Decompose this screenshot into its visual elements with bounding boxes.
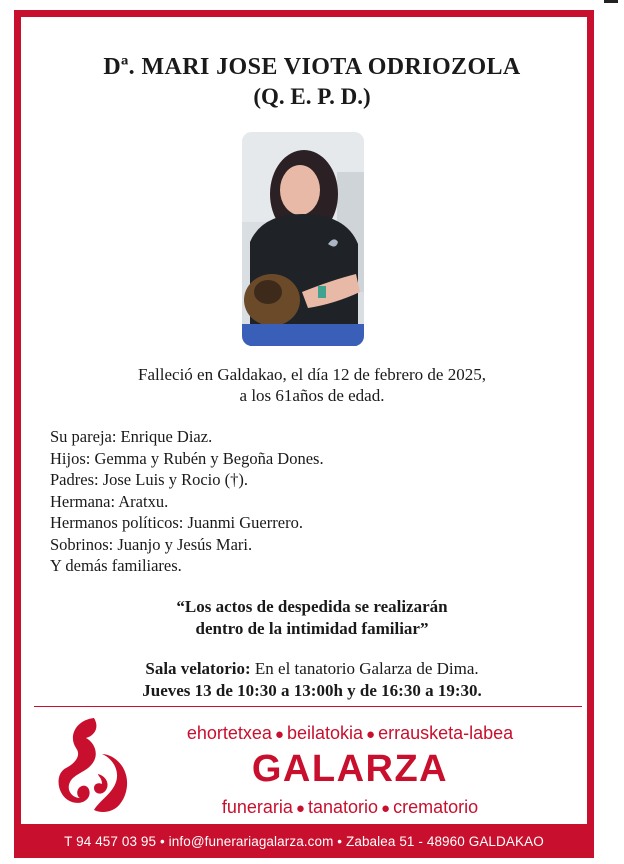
section-divider [34, 706, 582, 707]
wake-location [0, 658, 624, 680]
service-label: tanatorio [307, 797, 379, 817]
relative-line: Hijos: Gemma y Rubén y Begoña Dones. [50, 448, 324, 468]
quote-line: “Los actos de despedida se realizarán [176, 597, 448, 616]
galarza-logo-icon [54, 714, 134, 818]
farewell-quote [0, 596, 624, 640]
portrait-photo [242, 132, 364, 346]
relative-line: Padres: Jose Luis y Rocio (†). [50, 470, 248, 489]
service-label: ehortetxea [186, 723, 272, 743]
rip-abbreviation: (Q. E. P. D.) [253, 84, 371, 109]
death-date-line: Falleció en Galdakao, el día 12 de febrero de 2025, [138, 365, 486, 384]
quote-line: dentro de la intimidad familiar” [195, 619, 429, 638]
contact-footer [14, 824, 594, 858]
scan-mark [604, 0, 618, 3]
death-announcement [0, 364, 624, 406]
relatives-list [50, 426, 324, 577]
wake-schedule-text: Jueves 13 de 10:30 a 13:00h y de 16:30 a 19:30. [142, 681, 482, 700]
service-label: errausketa-labea [378, 723, 514, 743]
service-label: beilatokia [286, 723, 364, 743]
relative-line: Su pareja: Enrique Diaz. [50, 427, 213, 446]
relative-line: Sobrinos: Juanjo y Jesús Mari. [50, 534, 253, 554]
wake-label: Sala velatorio: [145, 659, 251, 678]
service-label: crematorio [393, 797, 479, 817]
contact-info: T 94 457 03 95 • info@funerariagalarza.com • Zabalea 51 - 48960 GALDAKAO [64, 833, 544, 849]
age-line: a los 61años de edad. [239, 386, 385, 405]
deceased-name: Dª. MARI JOSE VIOTA ODRIOZOLA [103, 54, 521, 80]
wake-info [0, 658, 624, 702]
bullet-icon: ● [295, 800, 305, 817]
wake-place: En el tanatorio Galarza de Dima. [250, 659, 479, 678]
bullet-icon: ● [366, 726, 376, 743]
bullet-icon: ● [274, 726, 284, 743]
relative-line: Hermana: Aratxu. [50, 491, 169, 511]
bullet-icon: ● [381, 800, 391, 817]
services-basque [140, 723, 560, 744]
wake-schedule [0, 680, 624, 702]
services-spanish [140, 797, 560, 818]
service-label: funeraria [221, 797, 293, 817]
relative-line: Hermanos políticos: Juanmi Guerrero. [50, 513, 303, 532]
brand-name: GALARZA [251, 748, 449, 790]
relative-line: Y demás familiares. [50, 556, 182, 575]
